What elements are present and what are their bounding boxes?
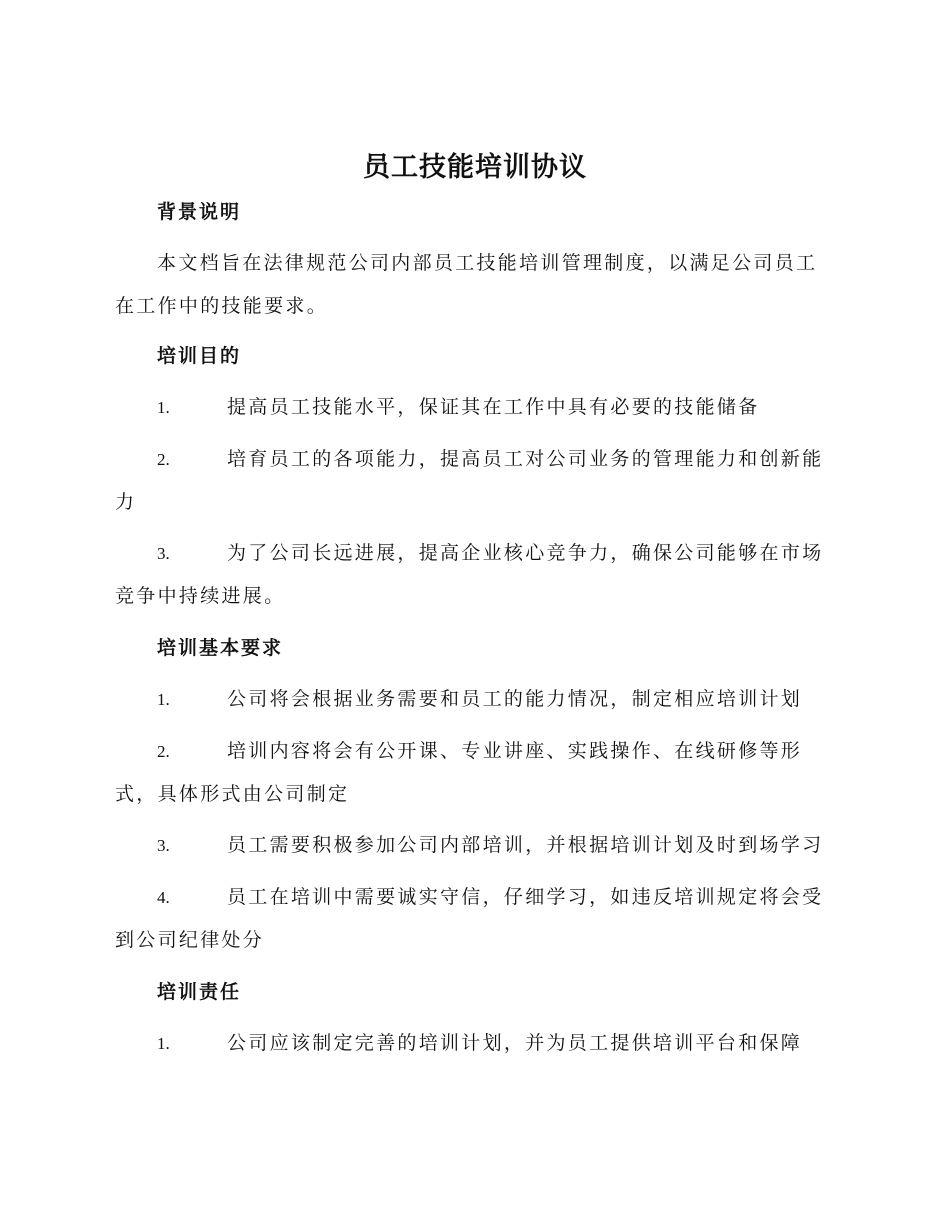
list-text: 培育员工的各项能力，提高员工对公司业务的管理能力和创新能力 xyxy=(115,448,824,513)
section-heading: 培训责任 xyxy=(157,981,242,1003)
list-number: 1. xyxy=(157,398,170,417)
list-item xyxy=(115,1022,835,1065)
list-number: 3. xyxy=(157,836,170,855)
document-title: 员工技能培训协议 xyxy=(363,152,587,183)
list-text: 公司应该制定完善的培训计划，并为员工提供培训平台和保障 xyxy=(227,1032,803,1054)
list-text: 员工在培训中需要诚实守信，仔细学习，如违反培训规定将会受到公司纪律处分 xyxy=(115,886,824,951)
list-item xyxy=(115,824,835,867)
list-item xyxy=(115,532,835,618)
list-number: 4. xyxy=(157,888,170,907)
list-item xyxy=(115,386,835,429)
list-number: 3. xyxy=(157,544,170,563)
list-number: 2. xyxy=(157,742,170,761)
section-heading: 背景说明 xyxy=(157,201,242,223)
list-number: 2. xyxy=(157,450,170,469)
section-heading: 培训基本要求 xyxy=(157,637,284,659)
section-purpose xyxy=(115,342,835,370)
list-text: 员工需要积极参加公司内部培训，并根据培训计划及时到场学习 xyxy=(227,834,824,856)
list-text: 公司将会根据业务需要和员工的能力情况，制定相应培训计划 xyxy=(227,688,803,710)
list-item xyxy=(115,678,835,721)
section-background xyxy=(115,198,835,226)
paragraph-text: 本文档旨在法律规范公司内部员工技能培训管理制度，以满足公司员工在工作中的技能要求。 xyxy=(115,252,818,317)
list-item xyxy=(115,730,835,816)
list-item xyxy=(115,876,835,962)
background-paragraph xyxy=(115,242,835,328)
section-responsibility xyxy=(115,978,835,1006)
list-text: 提高员工技能水平，保证其在工作中具有必要的技能储备 xyxy=(227,396,760,418)
list-text: 为了公司长远进展，提高企业核心竞争力，确保公司能够在市场竞争中持续进展。 xyxy=(115,542,824,607)
section-heading: 培训目的 xyxy=(157,345,242,367)
list-number: 1. xyxy=(157,1034,170,1053)
list-number: 1. xyxy=(157,690,170,709)
list-text: 培训内容将会有公开课、专业讲座、实践操作、在线研修等形式，具体形式由公司制定 xyxy=(115,740,803,805)
section-requirements xyxy=(115,634,835,662)
list-item xyxy=(115,438,835,524)
